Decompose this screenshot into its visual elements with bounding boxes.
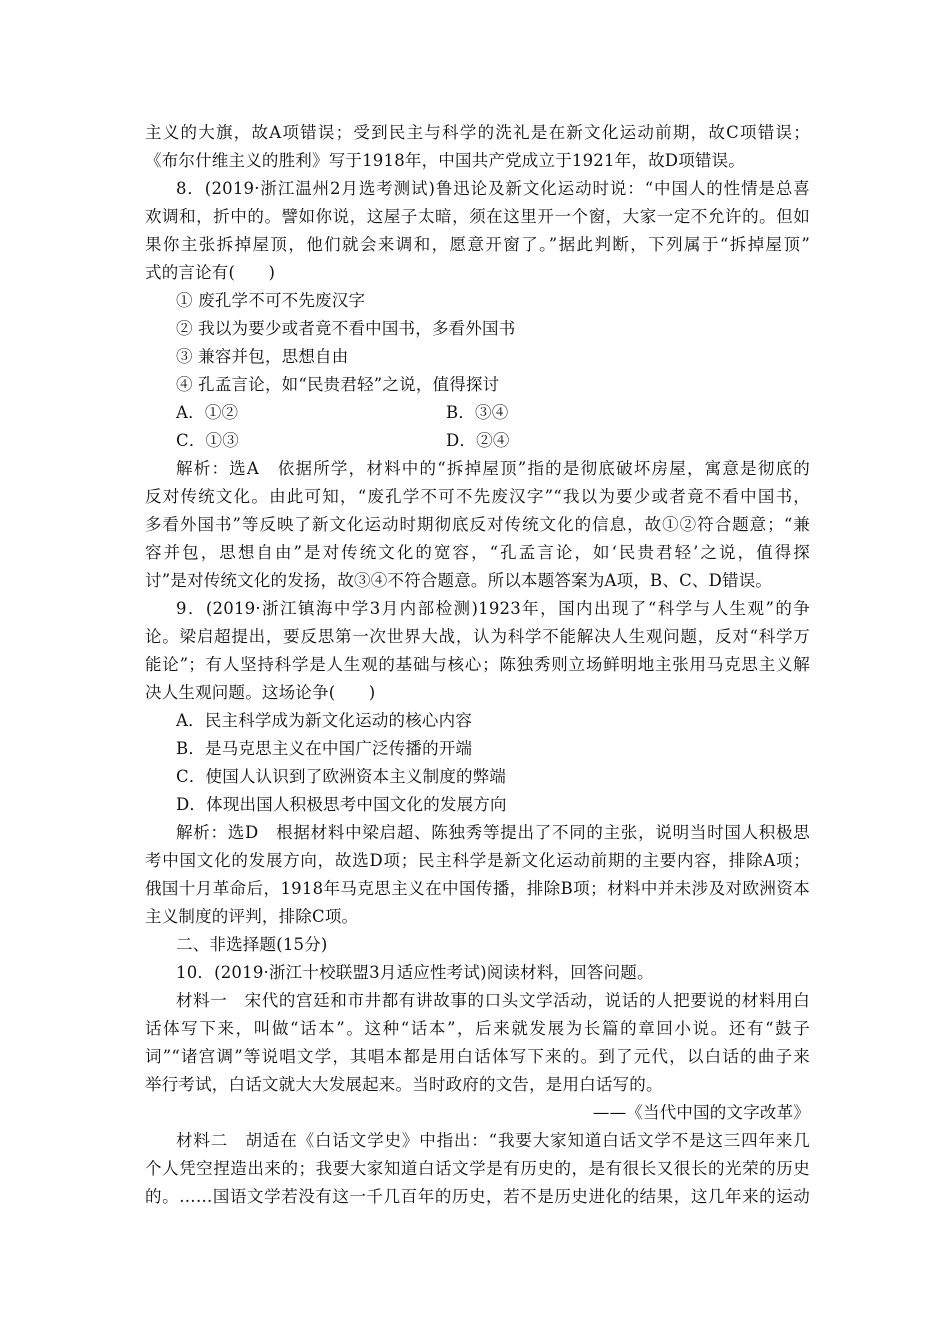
text-line: 主义制度的评判，排除C项。: [145, 907, 359, 926]
section-heading: 二、非选择题(15分): [176, 935, 328, 954]
text-line: 反对传统文化。由此可知，“废孔学不可不先废汉字”“我以为要少或者竟不看中国书，: [145, 487, 810, 506]
text-line: 俄国十月革命后，1918年马克思主义在中国传播，排除B项；材料中并未涉及对欧洲资本: [145, 879, 810, 898]
material-2: 材料二 胡适在《白话文学史》中指出：“我要大家知道白话文学不是这三四年来几: [176, 1131, 810, 1150]
statement-1: ① 废孔学不可不先废汉字: [176, 291, 366, 310]
statement-4: ④ 孔孟言论，如“民贵君轻”之说，值得探讨: [176, 375, 500, 394]
question-9-stem: 9．(2019·浙江镇海中学3月内部检测)1923年，国内出现了“科学与人生观”的争: [176, 599, 810, 618]
text-line: 的。……国语文学若没有这一千几百年的历史，若不是历史进化的结果，这几年来的运动: [145, 1187, 810, 1206]
statement-3: ③ 兼容并包，思想自由: [176, 347, 349, 366]
option-d: D．体现出国人积极思考中国文化的发展方向: [176, 795, 507, 814]
text-line: 多看外国书”等反映了新文化运动时期彻底反对传统文化的信息，故①②符合题意；“兼: [145, 515, 810, 534]
text-line: 《布尔什维主义的胜利》写于1918年，中国共产党成立于1921年，故D项错误。: [145, 151, 746, 170]
text-line: 考中国文化的发展方向，故选D项；民主科学是新文化运动前期的主要内容，排除A项；: [145, 851, 810, 870]
material-1: 材料一 宋代的宫廷和市井都有讲故事的口头文学活动，说话的人把要说的材料用白: [176, 991, 810, 1010]
text-line: 容并包，思想自由”是对传统文化的宽容，“孔孟言论，如‘民贵君轻’之说，值得探: [145, 543, 810, 562]
option-a: A．民主科学成为新文化运动的核心内容: [176, 711, 473, 730]
text-line: 主义的大旗，故A项错误；受到民主与科学的洗礼是在新文化运动前期，故C项错误；: [145, 123, 810, 142]
text-line: 话体写下来，叫做“话本”。这种“话本”，后来就发展为长篇的章回小说。还有“鼓子: [145, 1019, 810, 1038]
option-b: B．③④: [446, 403, 509, 422]
option-b: B．是马克思主义在中国广泛传播的开端: [176, 739, 473, 758]
question-10-stem: 10．(2019·浙江十校联盟3月适应性考试)阅读材料，回答问题。: [176, 963, 654, 982]
text-line: 能论”；有人坚持科学是人生观的基础与核心；陈独秀则立场鲜明地主张用马克思主义解: [145, 655, 810, 674]
analysis-8: 解析：选A 依据所学，材料中的“拆掉屋顶”指的是彻底破坏房屋，寓意是彻底的: [176, 459, 810, 478]
text-line: 论。梁启超提出，要反思第一次世界大战，认为科学不能解决人生观问题，反对“科学万: [145, 627, 810, 646]
option-a: A．①②: [176, 403, 239, 422]
text-line: 讨”是对传统文化的发扬，故③④不符合题意。所以本题答案为A项，B、C、D错误。: [145, 571, 773, 590]
statement-2: ② 我以为要少或者竟不看中国书，多看外国书: [176, 319, 516, 338]
option-c: C．使国人认识到了欧洲资本主义制度的弊端: [176, 767, 507, 786]
option-d: D．②④: [446, 431, 510, 450]
text-line: 词”“诸宫调”等说唱文学，其唱本都是用白话体写下来的。到了元代，以白话的曲子来: [145, 1047, 810, 1066]
question-8-stem: 8．(2019·浙江温州2月选考测试)鲁迅论及新文化运动时说：“中国人的性情是总喜: [176, 179, 810, 198]
option-c: C．①③: [176, 431, 239, 450]
text-line: 果你主张拆掉屋顶，他们就会来调和，愿意开窗了。”据此判断，下列属于“拆掉屋顶”: [145, 235, 810, 254]
text-line: 个人凭空捏造出来的；我要大家知道白话文学是有历史的，是有很长又很长的光荣的历史: [145, 1159, 810, 1178]
text-line: 举行考试，白话文就大大发展起来。当时政府的文告，是用白话写的。: [145, 1075, 663, 1094]
material-1-source: ——《当代中国的文字改革》: [592, 1103, 810, 1122]
text-line: 决人生观问题。这场论争( ): [145, 683, 376, 702]
analysis-9: 解析：选D 根据材料中梁启超、陈独秀等提出了不同的主张，说明当时国人积极思: [176, 823, 810, 842]
text-line: 式的言论有( ): [145, 263, 276, 282]
text-line: 欢调和，折中的。譬如你说，这屋子太暗，须在这里开一个窗，大家一定不允许的。但如: [145, 207, 810, 226]
